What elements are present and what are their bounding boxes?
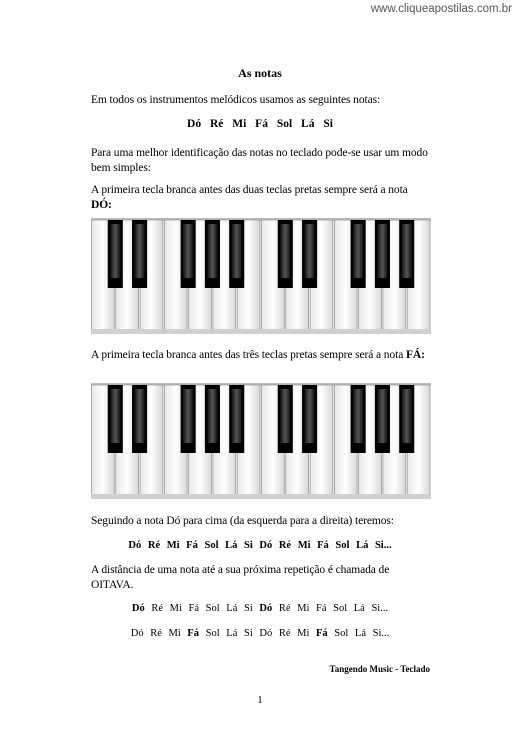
octave-line-do-end: Ré Mi Fá Sol Lá Si... bbox=[272, 603, 389, 614]
do-note: DÓ: bbox=[91, 199, 112, 211]
octave-line-fa-start: Dó Ré Mi bbox=[130, 628, 188, 639]
fa-paragraph bbox=[91, 348, 431, 363]
black-key bbox=[399, 220, 414, 288]
octave-line-do-repeat: Dó bbox=[259, 603, 273, 614]
black-key bbox=[229, 220, 244, 288]
black-key bbox=[108, 385, 123, 453]
page-number: 1 bbox=[257, 694, 263, 706]
black-key bbox=[278, 385, 293, 453]
octave-paragraph: A distância de uma nota até a sua próxima repetição é chamada de OITAVA. bbox=[91, 564, 390, 591]
keyboard-bottom-edge bbox=[91, 494, 431, 499]
octave-line-fa-end: Sol Lá Si... bbox=[327, 628, 390, 639]
sequence-paragraph: Seguindo a nota Dó para cima (da esquerda para a direita) teremos: bbox=[91, 515, 394, 527]
black-key bbox=[108, 220, 123, 288]
octave-line-do-mid: Ré Mi Fá Sol Lá Si bbox=[144, 603, 260, 614]
do-paragraph-text: A primeira tecla branca antes das duas teclas pretas sempre será a nota bbox=[91, 184, 408, 196]
intro-paragraph: Em todos os instrumentos melódicos usamos as seguintes notas: bbox=[91, 94, 381, 106]
black-key bbox=[132, 220, 147, 288]
fa-paragraph-text: A primeira tecla branca antes das três teclas pretas sempre será a nota bbox=[91, 349, 406, 361]
keyboard-do-svg bbox=[91, 218, 431, 334]
footer-credit: Tangendo Music - Teclado bbox=[329, 664, 430, 674]
black-key bbox=[181, 220, 196, 288]
black-key bbox=[181, 385, 196, 453]
octave-line-fa bbox=[0, 628, 520, 639]
black-key bbox=[205, 220, 220, 288]
keyboard-fa bbox=[91, 383, 431, 499]
page-title: As notas bbox=[238, 66, 282, 80]
black-key bbox=[351, 220, 366, 288]
black-key bbox=[302, 385, 317, 453]
black-key bbox=[375, 220, 390, 288]
sequence-notes: Dó Ré Mi Fá Sol Lá Si Dó Ré Mi Fá Sol Lá Si... bbox=[128, 540, 392, 551]
do-paragraph bbox=[91, 183, 431, 213]
octave-line-fa-mid: Sol Lá Si Dó Ré Mi bbox=[199, 628, 316, 639]
watermark: www.cliqueapostilas.com.br bbox=[370, 3, 512, 15]
black-key bbox=[229, 385, 244, 453]
octave-line-do bbox=[0, 603, 520, 614]
identify-paragraph: Para uma melhor identificação das notas no teclado pode-se usar um modo bem simples: bbox=[91, 147, 428, 174]
notes-list: Dó Ré Mi Fá Sol Lá Si bbox=[187, 118, 333, 130]
octave-line-fa-repeat: Fá bbox=[316, 628, 328, 639]
black-key bbox=[375, 385, 390, 453]
black-key bbox=[302, 220, 317, 288]
black-key bbox=[351, 385, 366, 453]
keyboard-bottom-edge bbox=[91, 329, 431, 334]
keyboard-do bbox=[91, 218, 431, 334]
octave-line-fa-first: Fá bbox=[187, 628, 200, 639]
black-key bbox=[278, 220, 293, 288]
octave-line-do-start: Dó bbox=[131, 603, 145, 614]
black-key bbox=[205, 385, 220, 453]
black-key bbox=[132, 385, 147, 453]
fa-note: FÁ: bbox=[405, 349, 425, 361]
black-key bbox=[399, 385, 414, 453]
keyboard-fa-svg bbox=[91, 383, 431, 499]
